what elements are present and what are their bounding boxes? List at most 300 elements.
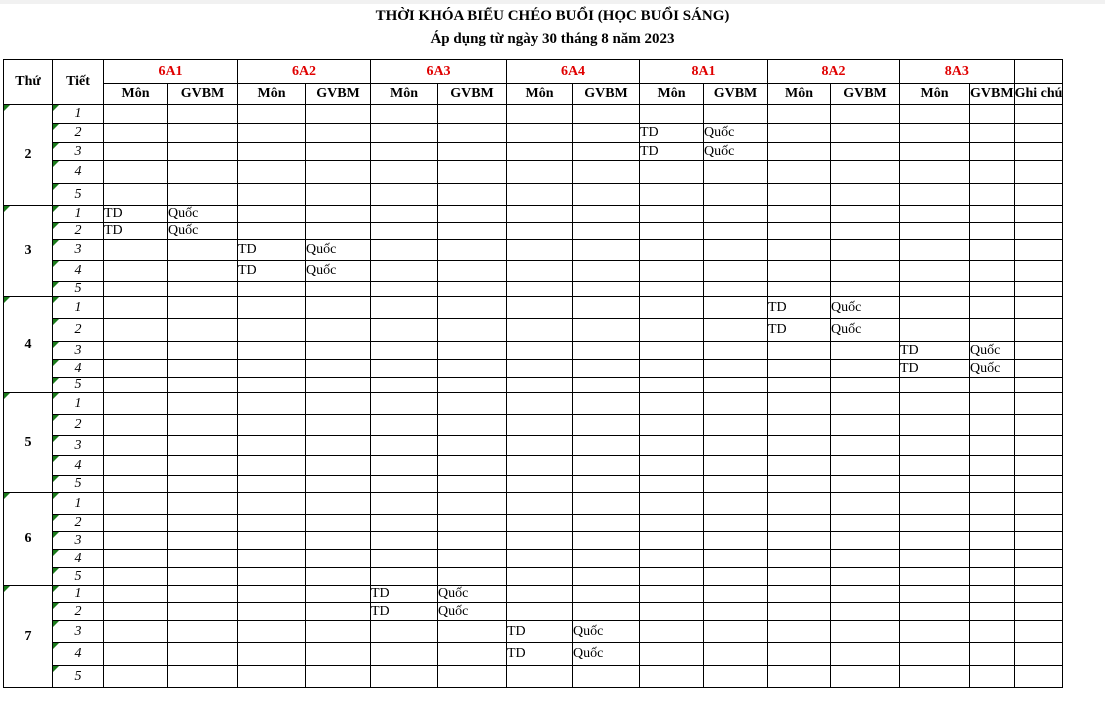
teacher-cell[interactable] bbox=[573, 456, 640, 476]
subject-cell[interactable] bbox=[768, 240, 831, 261]
subject-cell[interactable] bbox=[238, 493, 306, 515]
subject-cell[interactable] bbox=[900, 493, 970, 515]
subject-cell[interactable] bbox=[768, 184, 831, 206]
subject-cell[interactable] bbox=[371, 643, 438, 666]
note-cell[interactable] bbox=[1014, 532, 1063, 550]
teacher-cell[interactable] bbox=[704, 360, 768, 378]
subject-cell[interactable] bbox=[104, 393, 168, 415]
subject-cell[interactable] bbox=[507, 360, 573, 378]
subject-cell[interactable] bbox=[640, 666, 704, 688]
teacher-cell[interactable] bbox=[573, 532, 640, 550]
subject-cell[interactable]: TD bbox=[104, 223, 168, 240]
subject-cell[interactable] bbox=[640, 261, 704, 282]
subject-cell[interactable] bbox=[104, 282, 168, 297]
teacher-cell[interactable] bbox=[168, 643, 238, 666]
teacher-cell[interactable] bbox=[306, 360, 371, 378]
subject-cell[interactable] bbox=[507, 550, 573, 568]
period-cell[interactable]: 1 bbox=[53, 297, 104, 319]
period-cell[interactable]: 3 bbox=[53, 143, 104, 161]
teacher-cell[interactable] bbox=[306, 568, 371, 586]
subject-cell[interactable] bbox=[371, 532, 438, 550]
teacher-cell[interactable] bbox=[168, 261, 238, 282]
subject-cell[interactable] bbox=[768, 161, 831, 184]
note-cell[interactable] bbox=[1014, 603, 1063, 621]
day-cell[interactable]: 5 bbox=[4, 393, 53, 493]
teacher-cell[interactable] bbox=[168, 586, 238, 603]
subject-cell[interactable] bbox=[238, 666, 306, 688]
subject-cell[interactable] bbox=[371, 342, 438, 360]
teacher-cell[interactable] bbox=[168, 436, 238, 456]
teacher-cell[interactable] bbox=[970, 105, 1015, 124]
subject-cell[interactable] bbox=[768, 643, 831, 666]
subject-cell[interactable] bbox=[104, 124, 168, 143]
teacher-cell[interactable] bbox=[704, 415, 768, 436]
subject-cell[interactable] bbox=[507, 532, 573, 550]
subject-cell[interactable] bbox=[507, 456, 573, 476]
subject-cell[interactable] bbox=[104, 493, 168, 515]
subject-cell[interactable] bbox=[507, 282, 573, 297]
period-cell[interactable]: 5 bbox=[53, 568, 104, 586]
note-cell[interactable] bbox=[1014, 124, 1063, 143]
subject-cell[interactable] bbox=[238, 297, 306, 319]
teacher-cell[interactable] bbox=[438, 342, 507, 360]
subject-cell[interactable] bbox=[640, 621, 704, 643]
period-cell[interactable]: 2 bbox=[53, 603, 104, 621]
teacher-cell[interactable] bbox=[306, 143, 371, 161]
subject-cell[interactable] bbox=[371, 378, 438, 393]
subject-cell[interactable] bbox=[238, 515, 306, 532]
subject-cell[interactable] bbox=[238, 319, 306, 342]
subject-cell[interactable] bbox=[640, 342, 704, 360]
teacher-cell[interactable] bbox=[970, 161, 1015, 184]
subject-cell[interactable] bbox=[900, 456, 970, 476]
teacher-cell[interactable] bbox=[573, 586, 640, 603]
period-cell[interactable]: 3 bbox=[53, 532, 104, 550]
period-cell[interactable]: 5 bbox=[53, 378, 104, 393]
teacher-cell[interactable]: Quốc bbox=[704, 143, 768, 161]
period-cell[interactable]: 4 bbox=[53, 161, 104, 184]
subject-cell[interactable]: TD bbox=[238, 240, 306, 261]
period-cell[interactable]: 5 bbox=[53, 184, 104, 206]
period-cell[interactable]: 1 bbox=[53, 586, 104, 603]
teacher-cell[interactable] bbox=[831, 643, 900, 666]
teacher-cell[interactable] bbox=[970, 586, 1015, 603]
teacher-cell[interactable] bbox=[831, 161, 900, 184]
subject-cell[interactable] bbox=[507, 515, 573, 532]
subject-cell[interactable] bbox=[507, 143, 573, 161]
subject-cell[interactable] bbox=[507, 415, 573, 436]
subject-cell[interactable] bbox=[238, 223, 306, 240]
subject-cell[interactable] bbox=[900, 415, 970, 436]
teacher-cell[interactable]: Quốc bbox=[306, 240, 371, 261]
teacher-cell[interactable] bbox=[438, 568, 507, 586]
subject-cell[interactable] bbox=[900, 161, 970, 184]
teacher-cell[interactable] bbox=[168, 105, 238, 124]
teacher-cell[interactable] bbox=[970, 261, 1015, 282]
teacher-cell[interactable] bbox=[704, 493, 768, 515]
teacher-cell[interactable] bbox=[704, 621, 768, 643]
teacher-cell[interactable] bbox=[306, 456, 371, 476]
subject-cell[interactable] bbox=[238, 456, 306, 476]
teacher-cell[interactable] bbox=[168, 360, 238, 378]
subject-cell[interactable] bbox=[640, 393, 704, 415]
teacher-cell[interactable] bbox=[831, 143, 900, 161]
period-cell[interactable]: 3 bbox=[53, 342, 104, 360]
subject-cell[interactable] bbox=[507, 378, 573, 393]
subject-cell[interactable] bbox=[238, 532, 306, 550]
note-cell[interactable] bbox=[1014, 415, 1063, 436]
teacher-cell[interactable] bbox=[970, 124, 1015, 143]
teacher-cell[interactable] bbox=[168, 342, 238, 360]
period-cell[interactable]: 1 bbox=[53, 206, 104, 223]
subject-cell[interactable] bbox=[104, 261, 168, 282]
subject-cell[interactable] bbox=[371, 621, 438, 643]
teacher-cell[interactable] bbox=[438, 240, 507, 261]
teacher-cell[interactable] bbox=[438, 515, 507, 532]
note-cell[interactable] bbox=[1014, 240, 1063, 261]
note-cell[interactable] bbox=[1014, 297, 1063, 319]
teacher-cell[interactable] bbox=[970, 621, 1015, 643]
subject-cell[interactable] bbox=[104, 297, 168, 319]
teacher-cell[interactable] bbox=[704, 378, 768, 393]
teacher-cell[interactable] bbox=[970, 240, 1015, 261]
subject-cell[interactable] bbox=[371, 261, 438, 282]
teacher-cell[interactable] bbox=[831, 476, 900, 493]
teacher-cell[interactable]: Quốc bbox=[831, 319, 900, 342]
subject-cell[interactable] bbox=[104, 568, 168, 586]
subject-cell[interactable]: TD bbox=[768, 297, 831, 319]
subject-cell[interactable] bbox=[104, 143, 168, 161]
subject-cell[interactable] bbox=[104, 643, 168, 666]
teacher-cell[interactable] bbox=[306, 603, 371, 621]
teacher-cell[interactable] bbox=[970, 603, 1015, 621]
teacher-cell[interactable] bbox=[168, 415, 238, 436]
teacher-cell[interactable] bbox=[306, 415, 371, 436]
subject-cell[interactable] bbox=[104, 342, 168, 360]
subject-cell[interactable] bbox=[900, 532, 970, 550]
subject-cell[interactable] bbox=[238, 378, 306, 393]
subject-cell[interactable] bbox=[104, 184, 168, 206]
teacher-cell[interactable] bbox=[831, 105, 900, 124]
subject-cell[interactable]: TD bbox=[640, 124, 704, 143]
subject-cell[interactable] bbox=[371, 297, 438, 319]
period-cell[interactable]: 3 bbox=[53, 621, 104, 643]
subject-cell[interactable] bbox=[768, 223, 831, 240]
subject-cell[interactable] bbox=[768, 360, 831, 378]
subject-cell[interactable] bbox=[104, 621, 168, 643]
teacher-cell[interactable] bbox=[831, 393, 900, 415]
subject-cell[interactable] bbox=[238, 436, 306, 456]
teacher-cell[interactable] bbox=[831, 223, 900, 240]
subject-cell[interactable] bbox=[104, 550, 168, 568]
subject-cell[interactable] bbox=[371, 206, 438, 223]
subject-cell[interactable] bbox=[238, 105, 306, 124]
teacher-cell[interactable] bbox=[306, 124, 371, 143]
teacher-cell[interactable] bbox=[573, 161, 640, 184]
period-cell[interactable]: 4 bbox=[53, 550, 104, 568]
note-cell[interactable] bbox=[1014, 643, 1063, 666]
subject-cell[interactable] bbox=[640, 223, 704, 240]
note-cell[interactable] bbox=[1014, 476, 1063, 493]
teacher-cell[interactable] bbox=[831, 360, 900, 378]
subject-cell[interactable] bbox=[640, 319, 704, 342]
teacher-cell[interactable] bbox=[306, 378, 371, 393]
subject-cell[interactable] bbox=[768, 603, 831, 621]
teacher-cell[interactable] bbox=[573, 550, 640, 568]
teacher-cell[interactable] bbox=[704, 184, 768, 206]
subject-cell[interactable] bbox=[900, 319, 970, 342]
subject-cell[interactable] bbox=[900, 621, 970, 643]
teacher-cell[interactable] bbox=[438, 393, 507, 415]
teacher-cell[interactable] bbox=[168, 184, 238, 206]
teacher-cell[interactable] bbox=[573, 124, 640, 143]
subject-cell[interactable] bbox=[640, 515, 704, 532]
teacher-cell[interactable] bbox=[970, 378, 1015, 393]
teacher-cell[interactable] bbox=[438, 532, 507, 550]
subject-cell[interactable] bbox=[900, 184, 970, 206]
teacher-cell[interactable] bbox=[438, 621, 507, 643]
teacher-cell[interactable] bbox=[704, 240, 768, 261]
teacher-cell[interactable] bbox=[704, 282, 768, 297]
teacher-cell[interactable] bbox=[704, 105, 768, 124]
teacher-cell[interactable] bbox=[438, 360, 507, 378]
teacher-cell[interactable] bbox=[704, 586, 768, 603]
teacher-cell[interactable] bbox=[438, 415, 507, 436]
subject-cell[interactable] bbox=[238, 476, 306, 493]
subject-cell[interactable] bbox=[900, 206, 970, 223]
subject-cell[interactable] bbox=[768, 415, 831, 436]
subject-cell[interactable] bbox=[238, 393, 306, 415]
subject-cell[interactable] bbox=[507, 586, 573, 603]
note-cell[interactable] bbox=[1014, 223, 1063, 240]
subject-cell[interactable] bbox=[104, 319, 168, 342]
subject-cell[interactable] bbox=[768, 586, 831, 603]
subject-cell[interactable] bbox=[768, 206, 831, 223]
subject-cell[interactable] bbox=[640, 456, 704, 476]
note-cell[interactable] bbox=[1014, 568, 1063, 586]
teacher-cell[interactable] bbox=[168, 493, 238, 515]
subject-cell[interactable] bbox=[900, 240, 970, 261]
teacher-cell[interactable] bbox=[831, 282, 900, 297]
subject-cell[interactable] bbox=[238, 282, 306, 297]
teacher-cell[interactable] bbox=[573, 515, 640, 532]
subject-cell[interactable] bbox=[507, 297, 573, 319]
teacher-cell[interactable] bbox=[306, 297, 371, 319]
teacher-cell[interactable] bbox=[306, 342, 371, 360]
subject-cell[interactable] bbox=[238, 621, 306, 643]
subject-cell[interactable] bbox=[238, 161, 306, 184]
period-cell[interactable]: 3 bbox=[53, 240, 104, 261]
subject-cell[interactable] bbox=[507, 436, 573, 456]
subject-cell[interactable] bbox=[640, 206, 704, 223]
teacher-cell[interactable]: Quốc bbox=[970, 342, 1015, 360]
teacher-cell[interactable] bbox=[704, 261, 768, 282]
subject-cell[interactable]: TD bbox=[371, 603, 438, 621]
teacher-cell[interactable] bbox=[831, 621, 900, 643]
teacher-cell[interactable] bbox=[438, 666, 507, 688]
subject-cell[interactable]: TD bbox=[900, 342, 970, 360]
teacher-cell[interactable] bbox=[438, 206, 507, 223]
teacher-cell[interactable] bbox=[573, 143, 640, 161]
period-cell[interactable]: 3 bbox=[53, 436, 104, 456]
teacher-cell[interactable] bbox=[168, 124, 238, 143]
subject-cell[interactable] bbox=[768, 393, 831, 415]
subject-cell[interactable] bbox=[900, 223, 970, 240]
subject-cell[interactable] bbox=[768, 261, 831, 282]
teacher-cell[interactable] bbox=[831, 493, 900, 515]
subject-cell[interactable] bbox=[371, 105, 438, 124]
subject-cell[interactable]: TD bbox=[507, 621, 573, 643]
teacher-cell[interactable] bbox=[970, 143, 1015, 161]
teacher-cell[interactable] bbox=[306, 532, 371, 550]
teacher-cell[interactable] bbox=[704, 643, 768, 666]
subject-cell[interactable] bbox=[900, 261, 970, 282]
teacher-cell[interactable] bbox=[306, 586, 371, 603]
subject-cell[interactable] bbox=[768, 568, 831, 586]
subject-cell[interactable] bbox=[104, 456, 168, 476]
teacher-cell[interactable] bbox=[168, 456, 238, 476]
teacher-cell[interactable] bbox=[306, 436, 371, 456]
teacher-cell[interactable] bbox=[306, 105, 371, 124]
subject-cell[interactable] bbox=[238, 643, 306, 666]
subject-cell[interactable] bbox=[507, 666, 573, 688]
teacher-cell[interactable] bbox=[970, 282, 1015, 297]
subject-cell[interactable] bbox=[507, 206, 573, 223]
day-cell[interactable]: 2 bbox=[4, 105, 53, 206]
teacher-cell[interactable] bbox=[573, 282, 640, 297]
note-cell[interactable] bbox=[1014, 161, 1063, 184]
teacher-cell[interactable] bbox=[438, 143, 507, 161]
period-cell[interactable]: 5 bbox=[53, 476, 104, 493]
note-cell[interactable] bbox=[1014, 206, 1063, 223]
subject-cell[interactable] bbox=[640, 184, 704, 206]
teacher-cell[interactable] bbox=[573, 476, 640, 493]
teacher-cell[interactable] bbox=[438, 550, 507, 568]
subject-cell[interactable] bbox=[238, 342, 306, 360]
subject-cell[interactable] bbox=[640, 360, 704, 378]
subject-cell[interactable] bbox=[507, 476, 573, 493]
teacher-cell[interactable] bbox=[306, 515, 371, 532]
subject-cell[interactable] bbox=[640, 603, 704, 621]
teacher-cell[interactable] bbox=[573, 240, 640, 261]
subject-cell[interactable] bbox=[900, 124, 970, 143]
subject-cell[interactable] bbox=[104, 415, 168, 436]
day-cell[interactable]: 4 bbox=[4, 297, 53, 393]
note-cell[interactable] bbox=[1014, 550, 1063, 568]
period-cell[interactable]: 5 bbox=[53, 282, 104, 297]
subject-cell[interactable] bbox=[238, 586, 306, 603]
teacher-cell[interactable] bbox=[831, 603, 900, 621]
subject-cell[interactable] bbox=[507, 105, 573, 124]
subject-cell[interactable] bbox=[238, 550, 306, 568]
teacher-cell[interactable] bbox=[831, 456, 900, 476]
teacher-cell[interactable]: Quốc bbox=[438, 603, 507, 621]
teacher-cell[interactable] bbox=[168, 603, 238, 621]
subject-cell[interactable] bbox=[104, 240, 168, 261]
subject-cell[interactable] bbox=[900, 586, 970, 603]
teacher-cell[interactable] bbox=[438, 223, 507, 240]
subject-cell[interactable] bbox=[640, 282, 704, 297]
subject-cell[interactable] bbox=[640, 476, 704, 493]
subject-cell[interactable] bbox=[640, 493, 704, 515]
teacher-cell[interactable] bbox=[306, 223, 371, 240]
subject-cell[interactable] bbox=[900, 643, 970, 666]
teacher-cell[interactable] bbox=[970, 515, 1015, 532]
teacher-cell[interactable] bbox=[831, 240, 900, 261]
teacher-cell[interactable] bbox=[438, 378, 507, 393]
teacher-cell[interactable] bbox=[306, 282, 371, 297]
teacher-cell[interactable] bbox=[438, 105, 507, 124]
subject-cell[interactable] bbox=[371, 161, 438, 184]
subject-cell[interactable] bbox=[371, 436, 438, 456]
note-cell[interactable] bbox=[1014, 342, 1063, 360]
subject-cell[interactable] bbox=[238, 360, 306, 378]
teacher-cell[interactable] bbox=[438, 124, 507, 143]
teacher-cell[interactable] bbox=[438, 261, 507, 282]
subject-cell[interactable] bbox=[371, 240, 438, 261]
note-cell[interactable] bbox=[1014, 621, 1063, 643]
teacher-cell[interactable] bbox=[306, 206, 371, 223]
subject-cell[interactable] bbox=[104, 105, 168, 124]
subject-cell[interactable] bbox=[104, 378, 168, 393]
teacher-cell[interactable] bbox=[573, 360, 640, 378]
subject-cell[interactable] bbox=[371, 360, 438, 378]
subject-cell[interactable] bbox=[900, 378, 970, 393]
subject-cell[interactable] bbox=[768, 456, 831, 476]
teacher-cell[interactable] bbox=[438, 643, 507, 666]
subject-cell[interactable] bbox=[768, 550, 831, 568]
teacher-cell[interactable] bbox=[831, 436, 900, 456]
teacher-cell[interactable] bbox=[438, 456, 507, 476]
teacher-cell[interactable] bbox=[831, 515, 900, 532]
teacher-cell[interactable] bbox=[306, 184, 371, 206]
subject-cell[interactable] bbox=[640, 550, 704, 568]
teacher-cell[interactable] bbox=[704, 550, 768, 568]
subject-cell[interactable] bbox=[507, 319, 573, 342]
subject-cell[interactable] bbox=[900, 603, 970, 621]
teacher-cell[interactable] bbox=[168, 143, 238, 161]
subject-cell[interactable] bbox=[371, 550, 438, 568]
teacher-cell[interactable] bbox=[573, 436, 640, 456]
subject-cell[interactable] bbox=[640, 378, 704, 393]
subject-cell[interactable]: TD bbox=[900, 360, 970, 378]
day-cell[interactable]: 3 bbox=[4, 206, 53, 297]
teacher-cell[interactable] bbox=[831, 124, 900, 143]
period-cell[interactable]: 2 bbox=[53, 223, 104, 240]
note-cell[interactable] bbox=[1014, 456, 1063, 476]
subject-cell[interactable]: TD bbox=[507, 643, 573, 666]
teacher-cell[interactable] bbox=[704, 297, 768, 319]
subject-cell[interactable] bbox=[900, 568, 970, 586]
teacher-cell[interactable] bbox=[168, 666, 238, 688]
teacher-cell[interactable] bbox=[168, 319, 238, 342]
note-cell[interactable] bbox=[1014, 436, 1063, 456]
teacher-cell[interactable] bbox=[306, 621, 371, 643]
subject-cell[interactable] bbox=[768, 378, 831, 393]
period-cell[interactable]: 4 bbox=[53, 643, 104, 666]
note-cell[interactable] bbox=[1014, 184, 1063, 206]
teacher-cell[interactable] bbox=[168, 378, 238, 393]
teacher-cell[interactable] bbox=[831, 666, 900, 688]
teacher-cell[interactable] bbox=[168, 550, 238, 568]
teacher-cell[interactable] bbox=[704, 436, 768, 456]
subject-cell[interactable] bbox=[900, 550, 970, 568]
teacher-cell[interactable] bbox=[573, 603, 640, 621]
subject-cell[interactable] bbox=[768, 493, 831, 515]
note-cell[interactable] bbox=[1014, 143, 1063, 161]
subject-cell[interactable] bbox=[900, 297, 970, 319]
subject-cell[interactable] bbox=[371, 282, 438, 297]
